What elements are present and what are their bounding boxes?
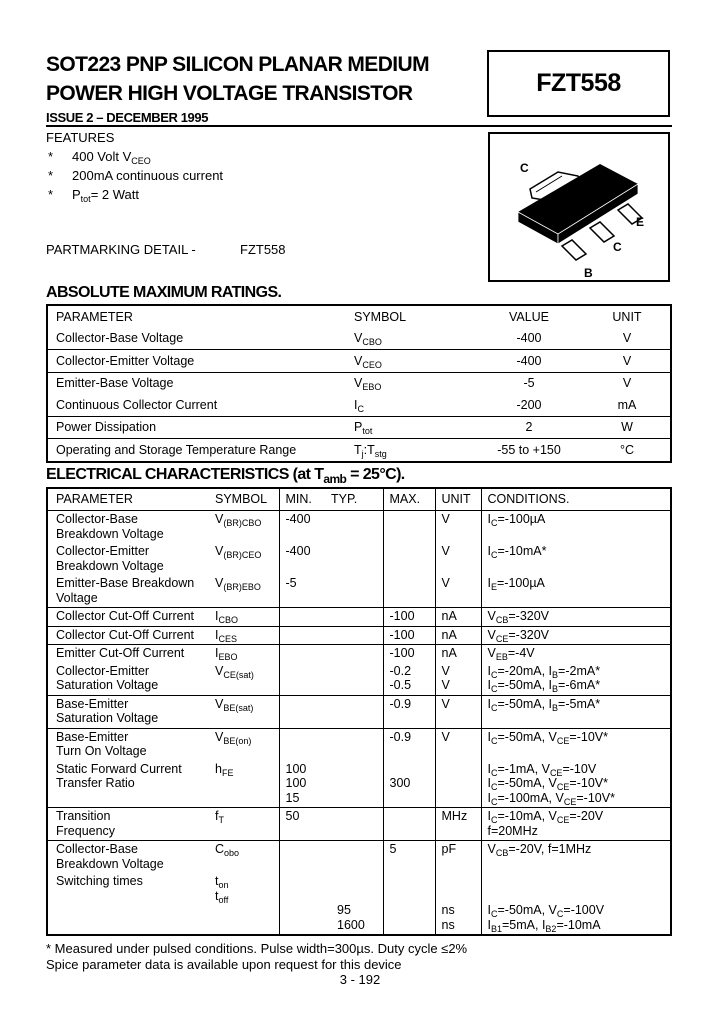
- min-cell: 50: [279, 808, 331, 841]
- min-cell: [279, 663, 331, 696]
- param-cell: Collector-Emitter Saturation Voltage: [56, 663, 159, 692]
- max-cell: [383, 511, 435, 544]
- part-number: FZT558: [536, 69, 621, 97]
- symbol-cell: $f_T$: [211, 808, 279, 841]
- conditions-cell: $I_C=-10mA$, $V_{CE}=-20V$ f=20MHz: [481, 808, 671, 841]
- table-row: [47, 439, 671, 462]
- min-cell: 100 100 15: [279, 761, 331, 808]
- value-cell: 2: [474, 416, 584, 439]
- unit-cell: V: [584, 372, 671, 394]
- symbol-cell: $V_{CEO}$: [354, 350, 474, 373]
- param-cell: Collector-Base Breakdown Voltage: [47, 511, 211, 544]
- param-cell: Switching times: [56, 874, 143, 888]
- typ-cell: [331, 608, 383, 627]
- issue-date: ISSUE 2 – DECEMBER 1995: [46, 110, 209, 125]
- abs-max-table: [46, 304, 672, 463]
- value-cell: -400: [474, 350, 584, 373]
- col-header-value: VALUE: [508, 309, 550, 324]
- col-header-max: MAX.: [383, 488, 435, 511]
- table-row: [47, 728, 671, 761]
- conditions-cell: $I_C=-1mA$, $V_{CE}=-10V$ $I_C=-50mA$, $V_{CE}=-10V*$ $I_C=-100mA$, $V_{CE}=-10V*$: [481, 761, 671, 808]
- typ-cell: [331, 808, 383, 841]
- param-cell: Static Forward Current Transfer Ratio: [56, 761, 182, 790]
- unit-cell: °C: [584, 439, 671, 462]
- min-cell: [279, 841, 331, 874]
- feature-item: * $P_{tot}= 2$ Watt: [48, 187, 139, 204]
- table-row: [47, 663, 671, 696]
- table-header-row: [47, 488, 671, 511]
- electrical-table: [46, 487, 672, 936]
- package-diagram: [488, 132, 670, 282]
- col-header-parameter: PARAMETER: [56, 309, 133, 324]
- unit-cell: nA: [435, 626, 481, 645]
- conditions-cell: $I_C=-50mA$, $V_{CE}=-10V*$: [481, 728, 671, 761]
- conditions-cell: $V_{CB}=-20V$, f=1MHz: [481, 841, 671, 874]
- table-row: [47, 575, 671, 608]
- typ-cell: [331, 626, 383, 645]
- symbol-cell: $C_{obo}$: [211, 841, 279, 874]
- typ-cell: 95 1600: [337, 903, 365, 932]
- unit-cell: nA: [435, 608, 481, 627]
- min-cell: [279, 626, 331, 645]
- symbol-cell: $I_{EBO}$: [211, 645, 279, 663]
- max-cell: 5: [383, 841, 435, 874]
- typ-cell: [331, 761, 383, 808]
- typ-cell: [331, 543, 383, 575]
- param-cell: Emitter Cut-Off Current: [47, 645, 211, 663]
- symbol-cell: $T_j:T_{stg}$: [354, 439, 474, 462]
- footnote-spice: Spice parameter data is available upon request for this device: [46, 957, 402, 972]
- unit-cell: V: [584, 350, 671, 373]
- max-cell: -100: [383, 645, 435, 663]
- typ-cell: [331, 728, 383, 761]
- table-row: [47, 543, 671, 575]
- typ-cell: [331, 511, 383, 544]
- min-cell: [279, 728, 331, 761]
- conditions-cell: $I_C=-50mA$, $V_C=-100V$ $I_{B1}=5mA$, $I_{B2}=-10mA$: [481, 873, 671, 935]
- typ-cell: [331, 663, 383, 696]
- max-cell: -0.9: [383, 695, 435, 728]
- param-cell: Emitter-Base Breakdown Voltage: [56, 576, 195, 605]
- symbol-cell: $V_{EBO}$: [354, 372, 474, 394]
- part-number-box: [487, 50, 670, 117]
- symbol-cell: $V_{BE(on)}$: [211, 728, 279, 761]
- symbol-cell: $I_{CBO}$: [211, 608, 279, 627]
- table-row: [47, 841, 671, 874]
- col-header-parameter: PARAMETER: [47, 488, 211, 511]
- max-cell: 300: [383, 761, 435, 808]
- table-row: [47, 695, 671, 728]
- max-cell: [383, 873, 435, 935]
- param-cell: Power Dissipation: [47, 416, 354, 439]
- unit-cell: V: [435, 695, 481, 728]
- document-title-line1: SOT223 PNP SILICON PLANAR MEDIUM: [46, 53, 429, 76]
- min-cell: -400: [279, 543, 331, 575]
- unit-cell: mA: [617, 397, 637, 412]
- electrical-heading: ELECTRICAL CHARACTERISTICS (at $T_{amb} = 25^\circ C$).: [46, 466, 405, 486]
- col-header-unit: UNIT: [612, 309, 642, 324]
- table-row: [47, 645, 671, 663]
- typ-cell: [331, 841, 383, 874]
- pin-label-b: B: [584, 266, 593, 280]
- param-cell: Emitter-Base Voltage: [47, 372, 354, 394]
- param-cell: Collector Cut-Off Current: [47, 608, 211, 627]
- value-cell: -5: [474, 372, 584, 394]
- symbol-cell: $V_{(BR)EBO}$: [215, 576, 261, 592]
- param-cell: Collector-Base Voltage: [56, 331, 184, 346]
- conditions-cell: $I_C=-50mA$, $I_B=-5mA*$: [481, 695, 671, 728]
- table-row: [47, 511, 671, 544]
- symbol-cell: $I_C$: [354, 397, 364, 414]
- table-row: [47, 873, 671, 935]
- param-cell: Collector-Emitter Voltage: [47, 350, 354, 373]
- conditions-cell: $V_{EB}=-4V$: [481, 645, 671, 663]
- param-cell: Collector-Emitter Breakdown Voltage: [56, 544, 164, 573]
- max-cell: -100: [383, 626, 435, 645]
- abs-max-heading: ABSOLUTE MAXIMUM RATINGS.: [46, 284, 282, 301]
- min-cell: [279, 873, 331, 935]
- unit-cell: ns ns: [435, 873, 481, 935]
- document-title-line2: POWER HIGH VOLTAGE TRANSISTOR: [46, 82, 413, 105]
- typ-cell: [331, 575, 383, 608]
- max-cell: -100: [383, 608, 435, 627]
- unit-cell: V V: [435, 663, 481, 696]
- table-row: [47, 328, 671, 350]
- col-header-conditions: CONDITIONS.: [481, 488, 671, 511]
- symbol-cell: $V_{BE(sat)}$: [211, 695, 279, 728]
- unit-cell: V: [435, 728, 481, 761]
- symbol-cell: $I_{CES}$: [211, 626, 279, 645]
- param-cell: Base-Emitter Saturation Voltage: [47, 695, 211, 728]
- typ-cell: [331, 695, 383, 728]
- param-cell: Collector-Base Breakdown Voltage: [47, 841, 211, 874]
- min-cell: [279, 695, 331, 728]
- param-cell: Continuous Collector Current: [56, 397, 218, 412]
- unit-cell: MHz: [435, 808, 481, 841]
- col-header-typ: TYP.: [331, 488, 383, 511]
- min-cell: [279, 608, 331, 627]
- header-divider: [46, 125, 672, 127]
- symbol-cell: $h_{FE}$: [215, 761, 234, 778]
- col-header-symbol: SYMBOL: [211, 488, 279, 511]
- partmarking-label: PARTMARKING DETAIL -: [46, 242, 196, 257]
- symbol-cell: $V_{(BR)CEO}$: [215, 544, 262, 560]
- partmarking-value: FZT558: [240, 242, 286, 257]
- partmarking-detail: [46, 242, 286, 257]
- conditions-cell: $V_{CB}=-320V$: [481, 608, 671, 627]
- symbol-cell: $V_{(BR)CBO}$: [211, 511, 279, 544]
- footnotes: [46, 941, 467, 973]
- conditions-cell: $I_C=-10mA*$: [481, 543, 671, 575]
- value-cell: -200: [516, 397, 542, 412]
- features-heading: FEATURES: [46, 130, 115, 145]
- conditions-cell: $I_C=-100\mu A$: [481, 511, 671, 544]
- conditions-cell: $V_{CE}=-320V$: [481, 626, 671, 645]
- page-number: 3 - 192: [339, 972, 381, 987]
- unit-cell: V: [435, 575, 481, 608]
- table-row: [47, 761, 671, 808]
- max-cell: [383, 808, 435, 841]
- table-row: [47, 372, 671, 394]
- value-cell: -400: [516, 331, 542, 346]
- bullet-icon: *: [48, 168, 54, 183]
- param-cell: Base-Emitter Turn On Voltage: [47, 728, 211, 761]
- unit-cell: V: [435, 543, 481, 575]
- sot223-package-icon: [490, 134, 668, 280]
- pin-label-c: C: [613, 240, 622, 254]
- min-cell: [279, 645, 331, 663]
- min-cell: -5: [279, 575, 331, 608]
- value-cell: -55 to +150: [474, 439, 584, 462]
- table-row: [47, 394, 671, 416]
- col-header-symbol: SYMBOL: [354, 309, 407, 324]
- param-cell: Transition Frequency: [47, 808, 211, 841]
- symbol-cell: $V_{CBO}$: [354, 331, 382, 348]
- unit-cell: nA: [435, 645, 481, 663]
- symbol-cell: $P_{tot}$: [354, 416, 474, 439]
- features-section: [46, 128, 223, 204]
- unit-cell: pF: [435, 841, 481, 874]
- table-row: [47, 808, 671, 841]
- unit-cell: [435, 761, 481, 808]
- col-header-unit: UNIT: [435, 488, 481, 511]
- min-cell: -400: [279, 511, 331, 544]
- typ-cell: [331, 645, 383, 663]
- max-cell: -0.9: [383, 728, 435, 761]
- pin-label-e: E: [636, 215, 645, 229]
- footnote-pulsed: * Measured under pulsed conditions. Pulse width=300µs. Duty cycle ≤2%: [46, 941, 468, 956]
- table-header-row: [47, 305, 671, 328]
- param-cell: Collector Cut-Off Current: [47, 626, 211, 645]
- max-cell: -0.2 -0.5: [383, 663, 435, 696]
- max-cell: [383, 575, 435, 608]
- bullet-icon: *: [48, 187, 54, 202]
- param-cell: Operating and Storage Temperature Range: [47, 439, 354, 462]
- unit-cell: V: [622, 331, 632, 346]
- pin-label-tab: C: [520, 161, 529, 175]
- symbol-cell: $t_{on}$ $t_{off}$: [215, 874, 229, 905]
- table-row: [47, 608, 671, 627]
- unit-cell: W: [584, 416, 671, 439]
- feature-item: * 200mA continuous current: [48, 168, 224, 183]
- col-header-min: MIN.: [279, 488, 331, 511]
- table-row: [47, 416, 671, 439]
- feature-item: * 400 Volt $V_{CEO}$: [48, 149, 151, 166]
- table-row: [47, 626, 671, 645]
- symbol-cell: $V_{CE(sat)}$: [215, 663, 254, 680]
- conditions-cell: $I_C=-20mA$, $I_B=-2mA*$ $I_C=-50mA$, $I_B=-6mA*$: [481, 663, 671, 696]
- max-cell: [383, 543, 435, 575]
- table-row: [47, 350, 671, 373]
- unit-cell: V: [435, 511, 481, 544]
- bullet-icon: *: [48, 149, 54, 164]
- conditions-cell: $I_E=-100\mu A$: [481, 575, 671, 608]
